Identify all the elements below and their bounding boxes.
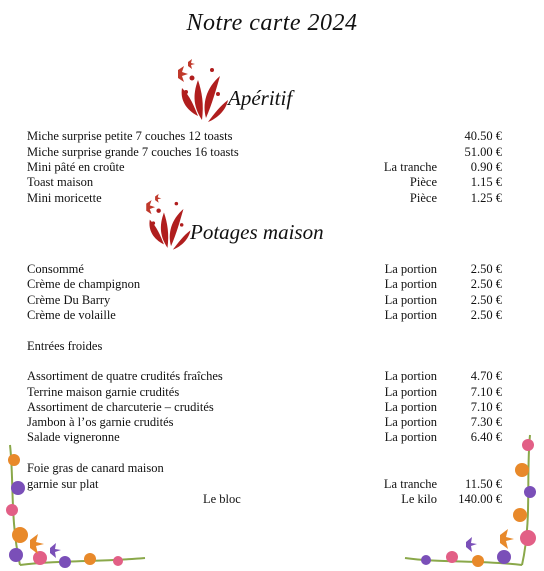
menu-item xyxy=(27,292,507,308)
item-name: Mini moricette xyxy=(27,191,102,205)
item-name: Crème Du Barry xyxy=(27,293,111,307)
item-price: 7.30 € xyxy=(470,415,502,429)
item-name: Salade vigneronne xyxy=(27,430,120,444)
menu-item xyxy=(27,174,507,190)
item-name: Consommé xyxy=(27,262,84,276)
item-price: 2.50 € xyxy=(470,277,502,291)
item-unit: La portion xyxy=(384,430,437,444)
potages-title: Potages maison xyxy=(190,220,324,244)
item-unit: La tranche xyxy=(383,477,437,491)
item-price: 51.00 € xyxy=(464,145,502,159)
butterfly-ornament-icon xyxy=(172,58,232,128)
item-unit: Le kilo xyxy=(401,492,437,506)
page-title: Notre carte 2024 xyxy=(186,10,358,36)
menu-item xyxy=(27,128,507,144)
aperitif-title: Apéritif xyxy=(228,86,293,110)
menu-item xyxy=(27,190,507,206)
item-name: garnie sur plat xyxy=(27,477,99,491)
item-unit: La portion xyxy=(384,415,437,429)
item-price: 7.10 € xyxy=(470,400,502,414)
item-unit: Pièce xyxy=(409,191,437,205)
item-unit: La portion xyxy=(384,308,437,322)
menu-item xyxy=(27,399,507,415)
item-name: Mini pâté en croûte xyxy=(27,160,125,174)
item-price: 0.90 € xyxy=(470,160,502,174)
item-price: 1.25 € xyxy=(470,191,502,205)
menu-item xyxy=(27,159,507,175)
item-price: 40.50 € xyxy=(464,129,502,143)
item-name: Foie gras de canard maison xyxy=(27,461,164,475)
menu-item xyxy=(27,261,507,277)
item-price: 2.50 € xyxy=(470,308,502,322)
item-price: 1.15 € xyxy=(470,175,502,189)
item-unit: La portion xyxy=(384,277,437,291)
item-name: Assortiment de charcuterie – crudités xyxy=(27,400,214,414)
menu-item xyxy=(27,384,507,400)
butterfly-ornament-icon xyxy=(140,193,195,255)
item-unit: La portion xyxy=(384,262,437,276)
item-price: 2.50 € xyxy=(470,262,502,276)
menu-item xyxy=(27,307,507,323)
menu-item xyxy=(27,414,507,430)
item-price: 2.50 € xyxy=(470,293,502,307)
item-price: 4.70 € xyxy=(470,369,502,383)
item-unit: Pièce xyxy=(409,175,437,189)
bloc-label: Le bloc xyxy=(203,492,241,506)
entrees-title: Entrées froides xyxy=(27,339,103,353)
menu-item xyxy=(27,368,507,384)
item-price: 140.00 € xyxy=(458,492,502,506)
item-name: Terrine maison garnie crudités xyxy=(27,385,180,399)
item-unit: La portion xyxy=(384,385,437,399)
item-name: Miche surprise petite 7 couches 12 toasts xyxy=(27,129,233,143)
item-name: Crème de champignon xyxy=(27,277,141,291)
item-name: Assortiment de quatre crudités fraîches xyxy=(27,369,223,383)
item-price: 6.40 € xyxy=(470,430,502,444)
item-name: Jambon à l’os garnie crudités xyxy=(27,415,174,429)
item-price: 11.50 € xyxy=(464,477,502,491)
item-unit: La portion xyxy=(384,293,437,307)
floral-corner-icon xyxy=(0,440,150,571)
menu-item xyxy=(27,276,507,292)
item-price: 7.10 € xyxy=(470,385,502,399)
item-name: Toast maison xyxy=(27,175,94,189)
floral-corner-icon xyxy=(400,430,544,571)
item-name: Miche surprise grande 7 couches 16 toasts xyxy=(27,145,239,159)
item-unit: La tranche xyxy=(383,160,437,174)
item-name: Crème de volaille xyxy=(27,308,116,322)
item-unit: La portion xyxy=(384,400,437,414)
item-unit: La portion xyxy=(384,369,437,383)
menu-item xyxy=(27,144,507,160)
